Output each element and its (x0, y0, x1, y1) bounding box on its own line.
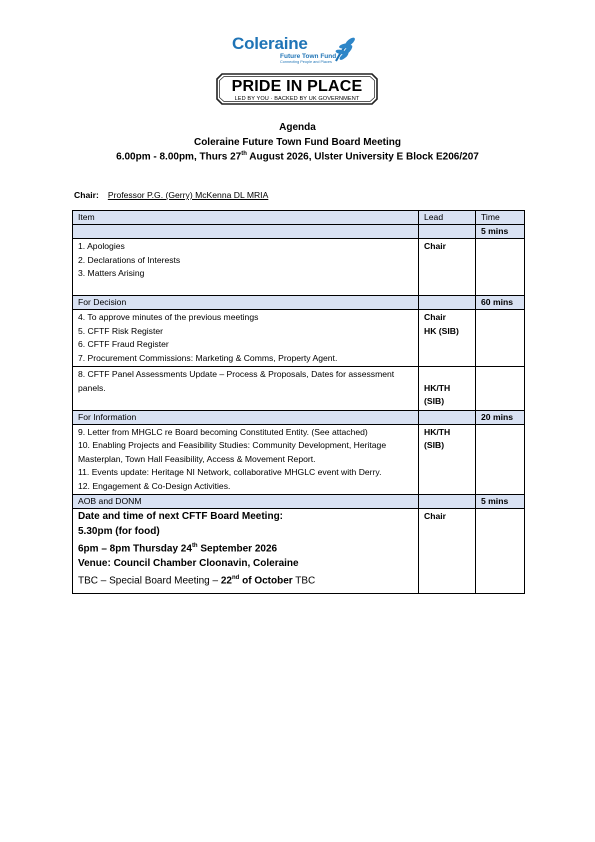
header-item: Item (73, 211, 419, 225)
table-row: 8. CFTF Panel Assessments Update – Process & Proposals, Dates for assessment panels. HK/TH (SIB) (73, 367, 525, 411)
logo-strapline: LED BY YOU · BACKED BY UK GOVERNMENT (234, 96, 360, 102)
logo-subtitle: Future Town Fund (280, 53, 337, 60)
section-time: 60 mins (476, 296, 525, 310)
agenda-heading: Agenda (279, 122, 316, 133)
chair-name: Professor P.G. (Gerry) McKenna DL MRIA (107, 190, 269, 200)
table-row: 1. Apologies 2. Declarations of Interests 3. Matters Arising Chair (73, 239, 525, 296)
lead-cell: Chair (419, 509, 476, 594)
logo-title: PRIDE IN PLACE (231, 78, 363, 95)
chair-line (74, 190, 268, 200)
agenda-table (72, 210, 525, 594)
section-row-opening (73, 225, 525, 239)
section-row-information (73, 410, 525, 424)
header-lead: Lead (419, 211, 476, 225)
header-time: Time (476, 211, 525, 225)
coleraine-future-town-fund-logo (232, 34, 360, 64)
table-header-row (73, 211, 525, 225)
pride-in-place-logo (216, 73, 378, 105)
next-meeting-cell: Date and time of next CFTF Board Meeting: 5.30pm (for food) 6pm – 8pm Thursday 24th September 2026 Venue: Council Chamber Cloonavin, Coleraine TBC – Special Board Meeting – 22nd of October TBC (73, 509, 419, 594)
section-label: For Information (73, 410, 419, 424)
table-row: 9. Letter from MHGLC re Board becoming Constituted Entity. (See attached) 10. Enabling Projects and Feasibility Studies: Community Development, Heritage Masterplan, Town Hall Feasibility, Access & Movement Report. 11. Events update: Heritage NI Network, collaborative MHGLC event with Derry. 12. Engagement & Co-Design Activities. HK/TH (SIB) (73, 424, 525, 495)
section-row-decision (73, 296, 525, 310)
leaf-emblem-icon (332, 35, 358, 63)
lead-cell: Chair HK (SIB) (419, 310, 476, 367)
logo-tagline: Connecting People and Places (280, 60, 332, 64)
logo-name: Coleraine (232, 34, 308, 53)
section-time: 20 mins (476, 410, 525, 424)
section-label: For Decision (73, 296, 419, 310)
meeting-title: Coleraine Future Town Fund Board Meeting (193, 137, 402, 148)
table-row (73, 509, 525, 594)
section-label: AOB and DONM (73, 495, 419, 509)
section-row-aob (73, 495, 525, 509)
chair-label: Chair: (74, 190, 99, 200)
lead-cell: HK/TH (SIB) (419, 367, 476, 411)
section-time: 5 mins (476, 225, 525, 239)
lead-cell: Chair (419, 239, 476, 296)
table-row: 4. To approve minutes of the previous meetings 5. CFTF Risk Register 6. CFTF Fraud Register 7. Procurement Commissions: Marketing & Comms, Property Agent. Chair HK (SIB) (73, 310, 525, 367)
lead-cell: HK/TH (SIB) (419, 424, 476, 495)
meeting-details: 6.00pm - 8.00pm, Thurs 27th August 2026, Ulster University E Block E206/207 (116, 151, 479, 163)
section-time: 5 mins (476, 495, 525, 509)
